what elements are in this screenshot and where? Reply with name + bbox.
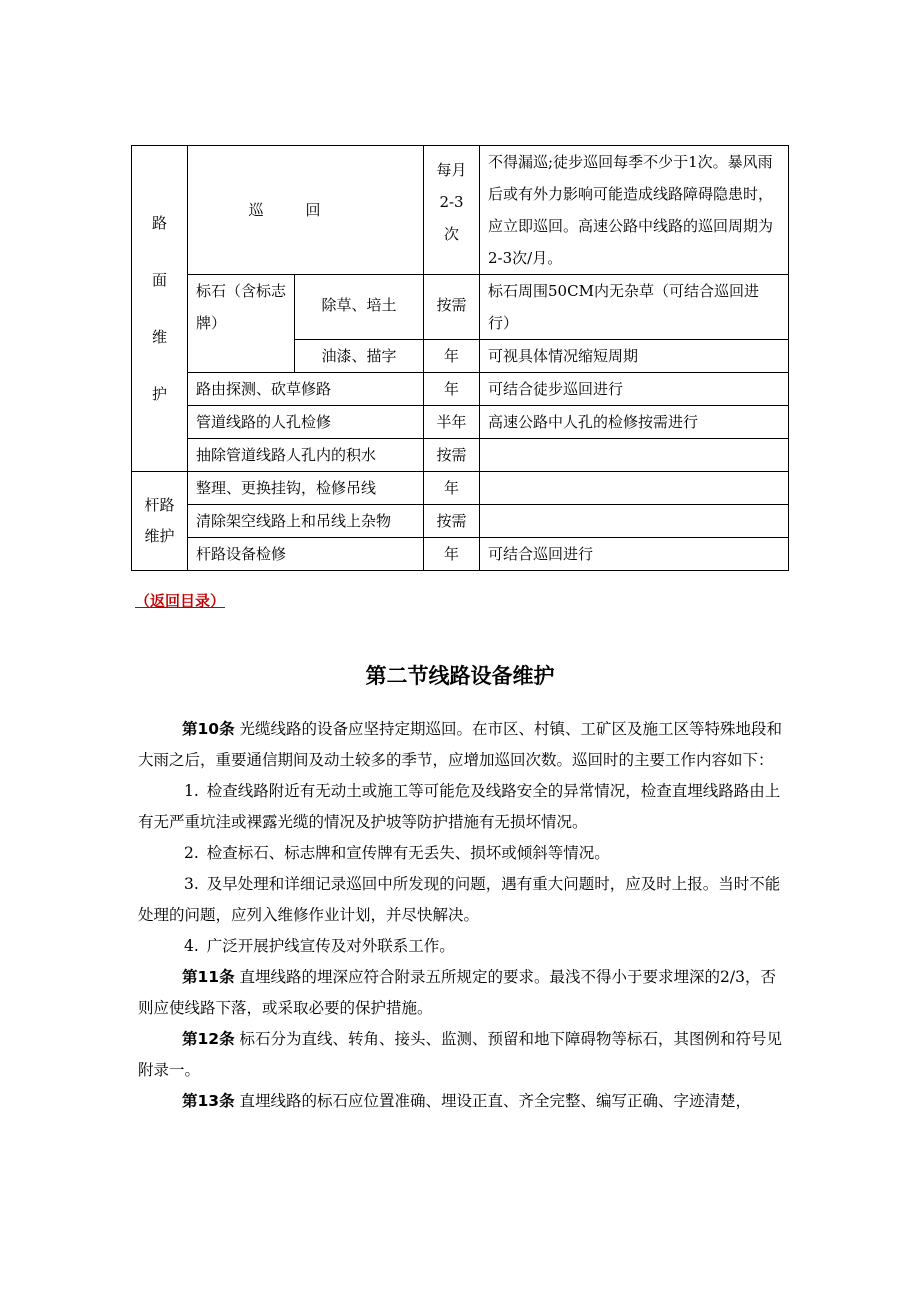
- body-text: [138, 714, 786, 1117]
- patrol-item-cell: [188, 146, 424, 275]
- item-number: 3.: [184, 875, 199, 893]
- freq-cell: 半年: [424, 406, 480, 439]
- table-row: [132, 505, 789, 538]
- table-row: [132, 439, 789, 472]
- article-13: [138, 1086, 786, 1117]
- table-row: [132, 146, 789, 275]
- item-cell: 抽除管道线路人孔内的积水: [188, 439, 424, 472]
- article-label: 第10条: [182, 720, 235, 738]
- section-title: 第二节线路设备维护: [365, 664, 555, 688]
- freq-cell: 年: [424, 472, 480, 505]
- item-text: 检查标石、标志牌和宣传牌有无丢失、损坏或倾斜等情况。: [206, 844, 610, 862]
- category-char: 面: [151, 270, 167, 289]
- note-cell: [480, 472, 789, 505]
- category-char: 路: [151, 213, 167, 232]
- note-cell: 可视具体情况缩短周期: [480, 340, 789, 373]
- article-12: [138, 1024, 786, 1086]
- freq-cell: 按需: [424, 275, 480, 340]
- item-cell: 路由探测、砍草修路: [188, 373, 424, 406]
- category-char: 护: [151, 384, 167, 403]
- freq-cell: 按需: [424, 505, 480, 538]
- item-number: 1.: [184, 782, 199, 800]
- freq-cell: 年: [424, 538, 480, 571]
- article-text: 光缆线路的设备应坚持定期巡回。在市区、村镇、工矿区及施工区等特殊地段和大雨之后，重要通信期间及动土较多的季节，应增加巡回次数。巡回时的主要工作内容如下：: [138, 720, 783, 769]
- table-row: [132, 406, 789, 439]
- item-text: 广泛开展护线宣传及对外联系工作。: [206, 937, 455, 955]
- freq-cell: 年: [424, 373, 480, 406]
- table-row: [132, 472, 789, 505]
- pole-category-cell: [132, 472, 188, 571]
- category-char: 维: [151, 327, 167, 346]
- article-label: 第11条: [182, 968, 235, 986]
- item-cell: 杆路设备检修: [188, 538, 424, 571]
- list-item: [138, 776, 786, 838]
- patrol-item: 巡回: [248, 201, 363, 219]
- item-text: 检查线路附近有无动土或施工等可能危及线路安全的异常情况，检查直埋线路路由上有无严重坑洼或裸露光缆的情况及护坡等防护措施有无损坏情况。: [138, 782, 781, 831]
- item-number: 2.: [184, 844, 199, 862]
- note-cell: 高速公路中人孔的检修按需进行: [480, 406, 789, 439]
- note-cell: [480, 439, 789, 472]
- item-cell: 清除架空线路上和吊线上杂物: [188, 505, 424, 538]
- article-text: 直埋线路的标石应位置准确、埋设正直、齐全完整、编写正确、字迹清楚，: [239, 1092, 752, 1110]
- note-cell: [480, 505, 789, 538]
- note-cell: 标石周围50CM内无杂草（可结合巡回进行）: [480, 275, 789, 340]
- road-category-cell: [132, 146, 188, 472]
- category-line: 维护: [144, 527, 175, 545]
- freq-cell: 按需: [424, 439, 480, 472]
- item-text: 及早处理和详细记录巡回中所发现的问题，遇有重大问题时，应及时上报。当时不能处理的问题，应列入维修作业计划，并尽快解决。: [138, 875, 781, 924]
- article-text: 直埋线路的埋深应符合附录五所规定的要求。最浅不得小于要求埋深的2/3，否则应使线路下落，或采取必要的保护措施。: [138, 968, 776, 1017]
- list-item: [138, 838, 786, 869]
- freq-line: 次: [444, 225, 460, 243]
- table-row: [132, 275, 789, 340]
- patrol-note: 不得漏巡;徒步巡回每季不少于1次。暴风雨后或有外力影响可能造成线路障碍隐患时，应立即巡回。高速公路中线路的巡回周期为2-3次/月。: [480, 146, 789, 275]
- item-cell: 油漆、描字: [295, 340, 424, 373]
- item-cell: 管道线路的人孔检修: [188, 406, 424, 439]
- note-cell: 可结合巡回进行: [480, 538, 789, 571]
- list-item: [138, 869, 786, 931]
- article-11: [138, 962, 786, 1024]
- freq-cell: 年: [424, 340, 480, 373]
- article-text: 标石分为直线、转角、接头、监测、预留和地下障碍物等标石，其图例和符号见附录一。: [138, 1030, 783, 1079]
- article-label: 第12条: [182, 1030, 235, 1048]
- item-cell: 除草、培土: [295, 275, 424, 340]
- table-row: [132, 538, 789, 571]
- freq-line: 每月: [436, 161, 467, 179]
- marker-label: 标石（含标志牌）: [188, 275, 295, 373]
- item-cell: 整理、更换挂钩，检修吊线: [188, 472, 424, 505]
- article-label: 第13条: [182, 1092, 235, 1110]
- article-10: [138, 714, 786, 776]
- maintenance-table: [131, 145, 789, 571]
- freq-line: 2-3: [439, 193, 464, 211]
- item-number: 4.: [184, 937, 199, 955]
- back-to-contents-link[interactable]: （返回目录）: [135, 592, 226, 610]
- table-row: [132, 373, 789, 406]
- patrol-freq-cell: [424, 146, 480, 275]
- category-line: 杆路: [144, 496, 175, 514]
- list-item: [138, 931, 786, 962]
- note-cell: 可结合徒步巡回进行: [480, 373, 789, 406]
